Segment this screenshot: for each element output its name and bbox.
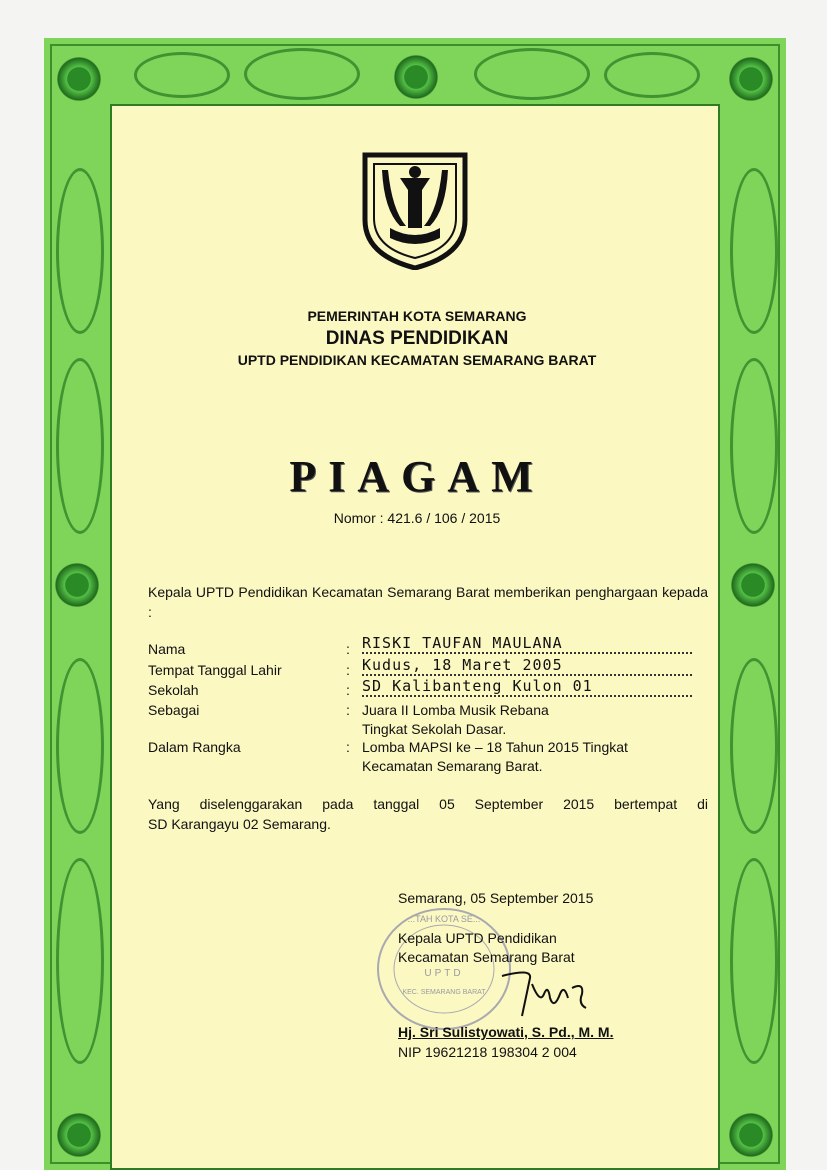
colon: :: [346, 739, 350, 755]
sebagai-value-line1: Juara II Lomba Musik Rebana: [362, 702, 549, 718]
colon: :: [346, 662, 350, 678]
vine-decor: [474, 48, 590, 100]
intro-text: Kepala UPTD Pendidikan Kecamatan Semarang Barat memberikan penghargaan kepada :: [148, 584, 708, 620]
flower-ornament-left: [50, 558, 104, 612]
stamp-bottom-text: KEC. SEMARANG BARAT: [402, 989, 486, 996]
certificate-body: [110, 104, 720, 1170]
document-title: PIAGAM: [289, 452, 545, 501]
signatory-name: Hj. Sri Sulistyowati, S. Pd., M. M.: [398, 1024, 614, 1040]
colon: :: [346, 702, 350, 718]
sekolah-value: SD Kalibanteng Kulon 01: [362, 677, 692, 697]
ttl-value: Kudus, 18 Maret 2005: [362, 656, 692, 676]
sebagai-label: Sebagai: [148, 702, 200, 718]
header-line-2: DINAS PENDIDIKAN: [325, 328, 509, 349]
vine-decor: [56, 358, 104, 534]
sekolah-label: Sekolah: [148, 682, 199, 698]
vine-decor: [730, 168, 778, 334]
stamp-top-text: ...TAH KOTA SE...: [407, 914, 481, 924]
signature-role-line1: Kepala UPTD Pendidikan: [398, 930, 557, 946]
flower-ornament-right: [726, 558, 780, 612]
vine-decor: [730, 358, 778, 534]
vine-decor: [56, 168, 104, 334]
flower-ornament-bottom-left: [52, 1108, 106, 1162]
coat-of-arms-emblem: [360, 150, 470, 270]
flower-ornament-corner-tr: [724, 52, 778, 106]
flower-ornament-bottom-right: [724, 1108, 778, 1162]
vine-decor: [56, 858, 104, 1064]
ttl-label: Tempat Tanggal Lahir: [148, 662, 282, 678]
vine-decor: [134, 52, 230, 98]
closing-line-2: SD Karangayu 02 Semarang.: [148, 816, 331, 832]
stamp-middle-text: UPTD: [424, 968, 464, 979]
signature-role-line2: Kecamatan Semarang Barat: [398, 949, 575, 965]
flower-ornament-corner-tl: [52, 52, 106, 106]
rangka-value-line2: Kecamatan Semarang Barat.: [362, 758, 543, 774]
vine-decor: [56, 658, 104, 834]
colon: :: [346, 682, 350, 698]
vine-decor: [730, 858, 778, 1064]
nama-value: RISKI TAUFAN MAULANA: [362, 634, 692, 654]
sebagai-value-line2: Tingkat Sekolah Dasar.: [362, 721, 507, 737]
nomor-label: Nomor :: [333, 510, 384, 526]
vine-decor: [730, 658, 778, 834]
header-line-3: UPTD PENDIDIKAN KECAMATAN SEMARANG BARAT: [237, 352, 597, 368]
vine-decor: [244, 48, 360, 100]
nomor-value: 421.6 / 106 / 2015: [387, 510, 501, 526]
header-line-1: PEMERINTAH KOTA SEMARANG: [307, 308, 527, 324]
vine-decor: [604, 52, 700, 98]
handwritten-signature: [492, 964, 592, 1024]
rangka-value-line1: Lomba MAPSI ke – 18 Tahun 2015 Tingkat: [362, 739, 628, 755]
closing-line-1: Yang diselenggarakan pada tanggal 05 September 2015 bertempat di: [148, 796, 708, 812]
rangka-label: Dalam Rangka: [148, 739, 241, 755]
nama-label: Nama: [148, 641, 186, 657]
colon: :: [346, 641, 350, 657]
signatory-nip: NIP 19621218 198304 2 004: [398, 1044, 577, 1060]
document-number: [112, 510, 722, 526]
flower-ornament-top: [389, 50, 443, 104]
signature-place-date: Semarang, 05 September 2015: [398, 890, 594, 906]
